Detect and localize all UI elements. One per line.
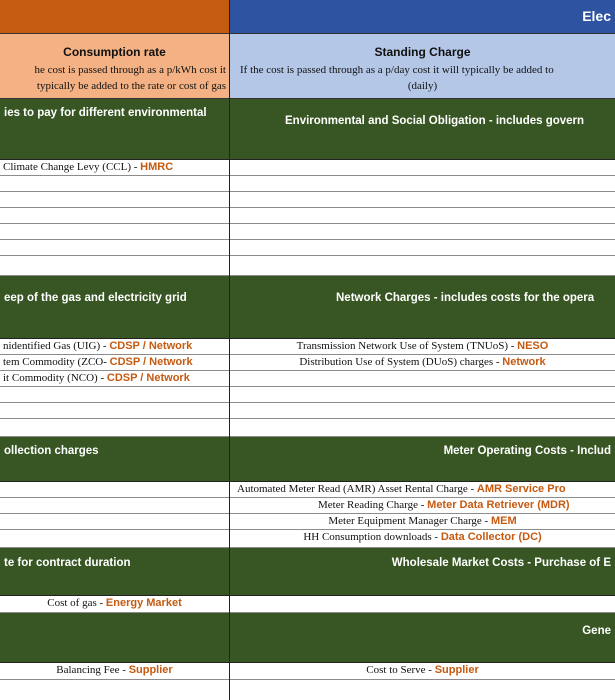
hmrc-tag: HMRC — [140, 161, 174, 173]
network-section-title-gas: eep of the gas and electricity grid — [4, 292, 187, 304]
wholesale-section-title-electricity: Wholesale Market Costs - Purchase of E — [391, 557, 611, 569]
table-row[interactable] — [0, 240, 229, 256]
standing-charge-description — [230, 62, 615, 94]
ccl-label: Climate Change Levy (CCL) - — [3, 161, 141, 173]
nco-label: it Commodity (NCO) - — [3, 372, 107, 384]
cdsp-network-tag: CDSP / Network — [109, 340, 193, 352]
zco-label: tem Commodity (ZCO- — [3, 356, 110, 368]
table-row[interactable] — [230, 596, 615, 613]
uig-label: nidentified Gas (UIG) - — [3, 340, 110, 352]
table-row[interactable] — [0, 355, 229, 371]
consumption-rate-description — [0, 62, 226, 94]
table-row[interactable] — [230, 176, 615, 192]
table-row[interactable] — [0, 160, 229, 176]
table-row[interactable] — [0, 256, 229, 276]
table-row[interactable] — [0, 371, 229, 387]
nco-cell — [3, 371, 190, 386]
table-row[interactable] — [230, 355, 615, 371]
gas-title-band — [0, 0, 229, 33]
gas-column — [0, 0, 229, 700]
uig-cell — [3, 339, 192, 354]
table-row[interactable] — [0, 339, 229, 355]
table-row[interactable] — [0, 403, 229, 419]
table-row[interactable] — [230, 339, 615, 355]
data-collector-tag: Data Collector (DC) — [440, 531, 542, 543]
mem-tag: MEM — [490, 515, 517, 527]
table-row[interactable] — [230, 192, 615, 208]
table-row[interactable] — [0, 176, 229, 192]
table-row[interactable] — [0, 663, 229, 680]
meter-section-title-electricity: Meter Operating Costs - Includ — [443, 445, 611, 457]
table-row[interactable] — [230, 387, 615, 403]
environmental-section-header[interactable] — [0, 99, 229, 160]
consumption-rate-header[interactable] — [0, 33, 229, 99]
tnuos-label: Transmission Network Use of System (TNUoS) - — [296, 340, 518, 352]
general-section-title-electricity: Gene — [582, 625, 611, 637]
balancing-fee-cell — [0, 663, 229, 678]
table-row[interactable] — [0, 192, 229, 208]
general-section-header[interactable] — [0, 613, 229, 663]
table-row[interactable] — [230, 160, 615, 176]
mdr-tag: Meter Data Retriever (MDR) — [427, 499, 570, 511]
table-row[interactable] — [230, 256, 615, 276]
duos-cell — [230, 355, 615, 370]
meter-reading-cell — [318, 498, 570, 513]
table-row[interactable] — [230, 403, 615, 419]
table-row[interactable] — [0, 387, 229, 403]
standing-charge-line-1: If the cost is passed through as a p/day cost it will typically be added to — [240, 64, 554, 76]
environmental-section-title-gas: ies to pay for different environmental — [4, 107, 207, 119]
table-row[interactable] — [230, 419, 615, 437]
table-row[interactable] — [0, 596, 229, 613]
table-row[interactable] — [0, 514, 229, 530]
table-row[interactable] — [0, 482, 229, 498]
table-row[interactable] — [230, 224, 615, 240]
table-row[interactable] — [230, 498, 615, 514]
supplier-tag: Supplier — [434, 664, 479, 676]
amr-service-provider-tag: AMR Service Pro — [476, 483, 566, 495]
table-row[interactable] — [230, 514, 615, 530]
zco-cell — [3, 355, 193, 370]
supplier-tag: Supplier — [128, 664, 173, 676]
duos-label: Distribution Use of System (DUoS) charges - — [299, 356, 503, 368]
wholesale-section-header-electricity[interactable] — [230, 548, 615, 596]
table-row[interactable] — [230, 663, 615, 680]
table-row[interactable] — [0, 680, 229, 700]
standing-charge-title: Standing Charge — [374, 45, 471, 59]
network-section-title-electricity: Network Charges - includes costs for the opera — [336, 292, 595, 304]
table-row[interactable] — [0, 530, 229, 548]
wholesale-section-header[interactable] — [0, 548, 229, 596]
general-section-header-electricity[interactable] — [230, 613, 615, 663]
network-tag: Network — [502, 356, 546, 368]
cost-to-serve-label: Cost to Serve - — [366, 664, 435, 676]
table-row[interactable] — [230, 530, 615, 548]
table-row[interactable] — [230, 680, 615, 700]
wholesale-section-title-gas: te for contract duration — [4, 557, 131, 569]
hh-downloads-cell — [230, 530, 615, 545]
table-row[interactable] — [230, 208, 615, 224]
ccl-cell — [3, 160, 173, 175]
amr-cell — [237, 482, 566, 497]
consumption-rate-title: Consumption rate — [63, 45, 166, 59]
electricity-title: Elec — [582, 8, 611, 24]
cost-to-serve-cell — [230, 663, 615, 678]
table-row[interactable] — [230, 482, 615, 498]
standing-charge-line-2: (daily) — [407, 80, 438, 92]
consumption-rate-line-2: typically be added to the rate or cost of gas — [36, 80, 226, 92]
table-row[interactable] — [230, 371, 615, 387]
meter-reading-label: Meter Reading Charge - — [318, 499, 428, 511]
cdsp-network-tag: CDSP / Network — [109, 356, 193, 368]
cost-of-gas-cell — [0, 596, 229, 611]
table-row[interactable] — [0, 208, 229, 224]
mem-cell — [230, 514, 615, 529]
tnuos-cell — [230, 339, 615, 354]
electricity-column — [230, 0, 615, 700]
balancing-fee-label: Balancing Fee - — [56, 664, 129, 676]
meter-section-header-electricity[interactable] — [230, 437, 615, 482]
cdsp-network-tag: CDSP / Network — [106, 372, 190, 384]
table-row[interactable] — [230, 240, 615, 256]
meter-section-header[interactable] — [0, 437, 229, 482]
network-section-header[interactable] — [0, 276, 229, 339]
network-section-header-electricity[interactable] — [230, 276, 615, 339]
consumption-rate-line-1: he cost is passed through as a p/kWh cost it — [34, 64, 226, 76]
table-row[interactable] — [0, 498, 229, 514]
environmental-section-title-electricity: Environmental and Social Obligation - includes govern — [285, 115, 585, 127]
meter-section-title-gas: ollection charges — [4, 445, 99, 457]
amr-label: Automated Meter Read (AMR) Asset Rental Charge - — [237, 483, 477, 495]
standing-charge-header[interactable] — [230, 33, 615, 99]
table-row[interactable] — [0, 419, 229, 437]
electricity-title-band[interactable] — [230, 0, 615, 33]
energy-market-tag: Energy Market — [105, 597, 182, 609]
table-row[interactable] — [0, 224, 229, 240]
environmental-section-header-electricity[interactable] — [230, 99, 615, 160]
neso-tag: NESO — [517, 340, 549, 352]
cost-of-gas-label: Cost of gas - — [47, 597, 106, 609]
mem-label: Meter Equipment Manager Charge - — [328, 515, 491, 527]
hh-downloads-label: HH Consumption downloads - — [303, 531, 441, 543]
